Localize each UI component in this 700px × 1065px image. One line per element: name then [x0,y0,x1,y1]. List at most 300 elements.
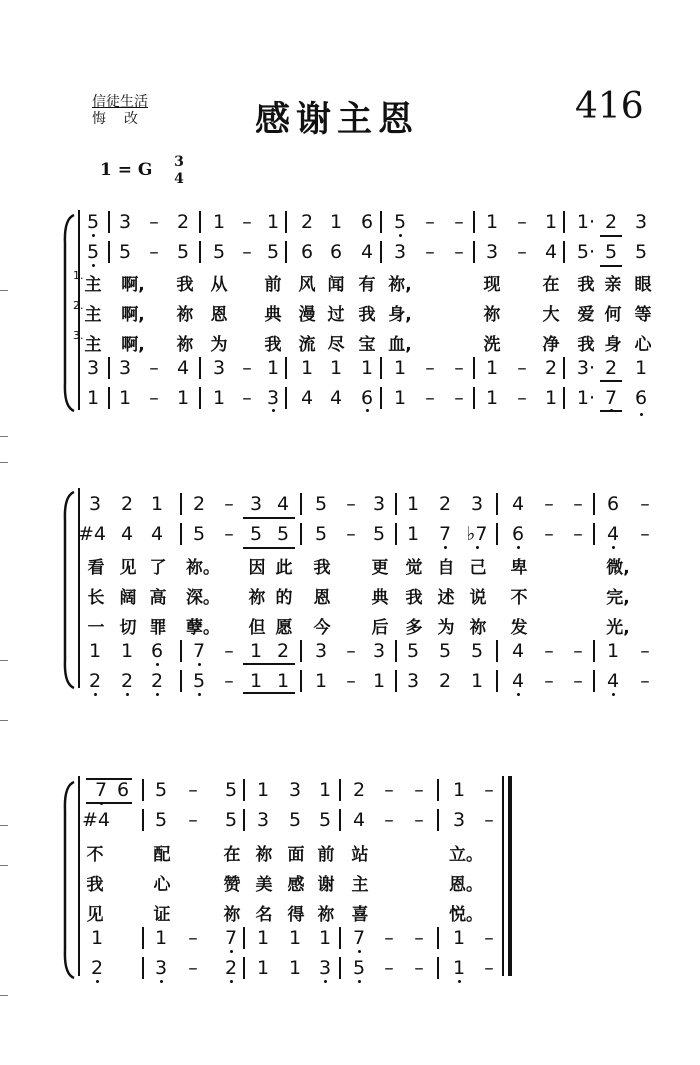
octave-dot [92,234,95,237]
lyric: 了 [149,558,167,578]
note: 2 [544,357,558,379]
note: – [149,357,159,379]
octave-dot [517,693,520,696]
bar-line [300,493,302,515]
note: 3 [406,670,420,692]
octave-dot [324,980,327,983]
bar-line [473,387,475,409]
note: 3 [154,957,168,979]
note: 1 [288,957,302,979]
bar-line [300,670,302,692]
note: 1 [329,211,343,233]
note: 6 [329,241,343,263]
note: 3 [452,809,466,831]
bar-line [285,241,287,263]
note: 2 [150,670,164,692]
note: 3 [266,387,280,409]
tenor-line [0,354,700,382]
note: 5 [86,211,100,233]
octave-dot [230,950,233,953]
lyric: 的 [275,588,293,608]
octave-dot [198,693,201,696]
note: – [425,211,435,233]
bar-line [142,809,144,831]
note: – [484,927,494,949]
note: 2 [88,670,102,692]
bar-line [243,957,245,979]
note: 3 [212,357,226,379]
lyric: 洗 [483,335,501,355]
note: 7 [192,640,206,662]
lyric: 主 [84,335,102,355]
note: 5 [118,241,132,263]
note: 5 [634,241,648,263]
lyric: 为 [210,335,228,355]
note: 5 [249,523,263,545]
note: 6 [116,779,130,801]
margin-mark [0,995,8,996]
lyric: 何 [604,305,622,325]
note: – [544,670,554,692]
lyric: 祢 [317,905,335,925]
note: 5 [86,241,100,263]
bar-line [473,241,475,263]
lyric: 此 [275,558,293,578]
note: 5 [318,809,332,831]
note: 5 [224,779,238,801]
alto-line [0,806,700,834]
note: 1· [576,387,596,409]
bar-line [380,357,382,379]
beam-underline [600,410,622,412]
bar-line [142,779,144,801]
lyric: 典 [264,305,282,325]
note: 5· [576,241,596,263]
lyric-verse-2 [0,579,700,607]
bar-line [108,211,110,233]
lyric: 从 [210,275,228,295]
hymn-source [92,94,156,128]
lyric: 但 [248,618,266,638]
bar-line [108,387,110,409]
bar-line [300,523,302,545]
lyric: 完, [606,588,630,608]
lyric: 恩 [210,305,228,325]
soprano-line [0,490,700,518]
lyric: 阔 [119,588,137,608]
note: 4 [329,387,343,409]
lyric: 我 [86,875,104,895]
lyric: 祢。 [186,558,220,578]
lyric: 孽。 [186,618,220,638]
hymn-title: 感谢主恩 [255,100,420,140]
note: – [188,957,198,979]
bar-line [180,640,182,662]
lyric: 净 [542,335,560,355]
note: 2 [604,357,618,379]
note: – [346,523,356,545]
lyric: 愿 [275,618,293,638]
note: 4 [511,670,525,692]
note: – [517,357,527,379]
beam-underline [243,692,295,694]
lyric: 爱 [577,305,595,325]
bar-line [300,640,302,662]
note: – [414,809,424,831]
note: 4 [606,670,620,692]
bar-line [180,670,182,692]
note: 5 [288,809,302,831]
note: 5 [314,493,328,515]
note: 1 [406,493,420,515]
note: 1 [452,957,466,979]
note: 1 [300,357,314,379]
note: – [384,957,394,979]
note: 2 [120,670,134,692]
source-note: 悔改 [92,111,156,127]
lyric: 闻 [327,275,345,295]
note: – [454,241,464,263]
note: – [346,493,356,515]
octave-dot [230,980,233,983]
bar-line [142,957,144,979]
lyric-verse-1 [0,836,700,864]
bar-line [473,211,475,233]
note: 2 [300,211,314,233]
bar-line [108,357,110,379]
bar-line [339,957,341,979]
lyric: 前 [264,275,282,295]
lyric: 因 [248,558,266,578]
lyric: 我 [313,558,331,578]
note: 3 [88,493,102,515]
octave-dot [366,409,369,412]
margin-mark [0,436,8,437]
note: – [544,493,554,515]
note: 6 [300,241,314,263]
lyric: 啊, [121,305,145,325]
bar-line [199,241,201,263]
key-signature: 1 = G [100,160,153,180]
note: 1 [288,927,302,949]
lyric: 有 [358,275,376,295]
alto-line [0,520,700,548]
bar-line [437,957,439,979]
lyric: 多 [405,618,423,638]
note: 3 [372,640,386,662]
note: 1 [485,387,499,409]
note: – [242,387,252,409]
note: 1 [485,211,499,233]
lyric: 得 [287,905,305,925]
note: – [544,640,554,662]
lyric: 祢 [176,335,194,355]
note: 2 [276,640,290,662]
note: 5 [438,640,452,662]
note: – [484,957,494,979]
note: 1 [88,640,102,662]
note: – [188,927,198,949]
note: – [640,640,650,662]
note: 5 [266,241,280,263]
note: 1 [249,640,263,662]
note: – [384,779,394,801]
bar-line [593,670,595,692]
bar-line [108,241,110,263]
bar-line [180,493,182,515]
note: 4 [176,357,190,379]
source-category: 信徒生活 [92,94,148,110]
beam-underline [600,380,622,382]
note: 1 [212,387,226,409]
note: – [573,670,583,692]
bar-line [395,493,397,515]
bar-line [380,241,382,263]
note: 7 [224,927,238,949]
note: 5 [314,523,328,545]
lyric: 高 [149,588,167,608]
note: – [242,241,252,263]
note: ♭7 [466,523,488,545]
note: 6 [360,387,374,409]
lyric: 过 [327,305,345,325]
octave-dot [126,693,129,696]
lyric: 光, [606,618,630,638]
lyric: 深。 [186,588,220,608]
verse-number: 1. [73,269,84,282]
bar-line [496,493,498,515]
note: – [224,493,234,515]
note: 1 [150,493,164,515]
note: 4 [360,241,374,263]
lyric: 不 [510,588,528,608]
note: – [149,241,159,263]
note: 4 [150,523,164,545]
bass-line [0,667,700,695]
note: – [640,670,650,692]
lyric: 大 [542,305,560,325]
note: 3 [249,493,263,515]
lyric: 身 [604,335,622,355]
note: 5 [276,523,290,545]
bar-line [339,779,341,801]
note: 1 [372,670,386,692]
note: #4 [82,809,111,831]
lyric: 前 [317,845,335,865]
lyric: 己 [469,558,487,578]
octave-dot [96,980,99,983]
hymn-number: 416 [575,86,644,127]
note: – [640,523,650,545]
lyric: 长 [87,588,105,608]
note: – [484,779,494,801]
note: 1 [318,779,332,801]
note: 4 [511,493,525,515]
lyric: 我 [577,335,595,355]
bar-line [199,357,201,379]
bar-line [437,779,439,801]
note: 1 [470,670,484,692]
lyric: 恩 [313,588,331,608]
octave-dot [458,980,461,983]
note: – [573,523,583,545]
note: 1 [544,387,558,409]
note: 6 [606,493,620,515]
octave-dot [640,413,643,416]
lyric-verse-1 [0,549,700,577]
note: 3 [393,241,407,263]
lyric-verse-3 [0,609,700,637]
lyric-verse-2 [0,866,700,894]
lyric: 为 [437,618,455,638]
bar-line [339,809,341,831]
bar-line [395,523,397,545]
lyric: 赞 [223,875,241,895]
lyric: 切 [119,618,137,638]
note: 3 [118,211,132,233]
lyric: 主 [84,305,102,325]
note: – [224,523,234,545]
lyric: 我 [358,305,376,325]
lyric: 我 [264,335,282,355]
octave-dot [272,409,275,412]
lyric: 悦。 [449,905,483,925]
note: 3· [576,357,596,379]
lyric: 感 [287,875,305,895]
bar-line [243,809,245,831]
note: 1 [452,779,466,801]
lyric: 尽 [327,335,345,355]
note: 7 [438,523,452,545]
time-signature-top: 3 [174,154,184,170]
lyric: 我 [577,275,595,295]
note: – [242,211,252,233]
note: 5 [406,640,420,662]
note: 1 [249,670,263,692]
note: 4 [511,640,525,662]
verse-number: 2. [73,299,84,312]
note: 4 [606,523,620,545]
note: 5 [393,211,407,233]
bar-line [437,809,439,831]
beam-underline [86,802,132,804]
bar-line [563,387,565,409]
bar-line [380,387,382,409]
bar-line [285,357,287,379]
lyric: 喜 [351,905,369,925]
note: 6 [511,523,525,545]
lyric: 心 [634,335,652,355]
lyric-verse-1 [0,266,700,294]
lyric: 祢 [469,618,487,638]
note: 5 [604,241,618,263]
note: 2 [224,957,238,979]
note: – [425,387,435,409]
note: – [414,927,424,949]
note: – [484,809,494,831]
margin-mark [0,720,8,721]
lyric: 配 [153,845,171,865]
beam-underline [243,517,295,519]
lyric: 卑 [510,558,528,578]
bar-line [563,357,565,379]
final-bar-thin [502,776,504,976]
octave-dot [612,693,615,696]
bar-line [593,640,595,662]
note: 1 [266,211,280,233]
note: – [544,523,554,545]
note: – [573,640,583,662]
note: 2 [438,670,452,692]
note: 1 [256,779,270,801]
lyric-verse-2 [0,296,700,324]
note: 1 [154,927,168,949]
note: 5 [192,523,206,545]
note: 1 [86,387,100,409]
lyric: 在 [542,275,560,295]
bar-line [243,779,245,801]
note: 1 [318,927,332,949]
note: 5 [470,640,484,662]
lyric: 站 [351,845,369,865]
lyric: 名 [255,905,273,925]
note: 6 [634,387,648,409]
note: #4 [78,523,107,545]
bar-line [380,211,382,233]
octave-dot [160,980,163,983]
lyric: 啊, [121,275,145,295]
note: – [517,387,527,409]
lyric: 漫 [298,305,316,325]
note: – [517,241,527,263]
note: 4 [300,387,314,409]
lyric: 现 [483,275,501,295]
note: 1 [452,927,466,949]
lyric: 我 [405,588,423,608]
note: 1 [90,927,104,949]
note: 4 [120,523,134,545]
bar-line [285,387,287,409]
lyric: 美 [255,875,273,895]
lyric: 主 [351,875,369,895]
octave-dot [198,663,201,666]
lyric: 典 [371,588,389,608]
note: 7 [604,387,618,409]
bass-line [0,384,700,412]
lyric: 啊, [121,335,145,355]
lyric: 不 [86,845,104,865]
lyric: 心 [153,875,171,895]
note: 5 [192,670,206,692]
bar-line [339,927,341,949]
bar-line [437,927,439,949]
note: 4 [276,493,290,515]
note: – [640,493,650,515]
note: 5 [154,779,168,801]
bar-line [593,523,595,545]
bar-line [593,493,595,515]
note: – [573,493,583,515]
lyric: 更 [371,558,389,578]
note: 3 [256,809,270,831]
lyric: 身, [388,305,412,325]
note: 3 [118,357,132,379]
lyric: 谢 [317,875,335,895]
note: – [346,640,356,662]
lyric: 自 [437,558,455,578]
lyric: 在 [223,845,241,865]
soprano-line [0,208,700,236]
